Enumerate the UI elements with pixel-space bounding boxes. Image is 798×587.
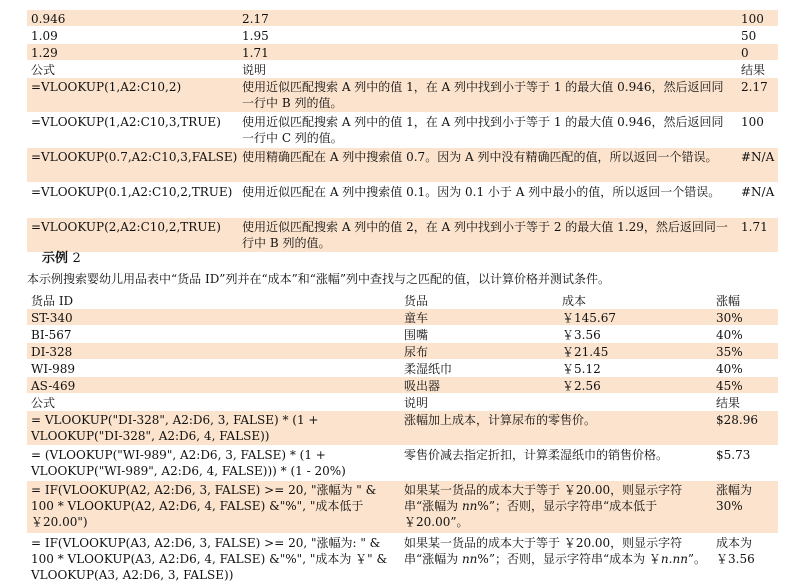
- table-cell: 1.09: [31, 29, 58, 43]
- table-row: [27, 326, 778, 343]
- result-cell: 2.17: [741, 80, 768, 94]
- formula-cell: = VLOOKUP("DI-328", A2:D6, 3, FALSE) * (1 + VLOOKUP("DI-328", A2:D6, 4, FALSE)): [31, 413, 319, 443]
- description-cell: [400, 481, 712, 533]
- table-cell: ￥5.12: [562, 362, 601, 376]
- table-cell: ￥2.56: [562, 379, 601, 393]
- formula-cell: =VLOOKUP(0.7,A2:C10,3,FALSE): [31, 150, 238, 164]
- table-cell: 1.95: [242, 29, 269, 43]
- table-cell: 1.71: [242, 46, 269, 60]
- column-header: 说明: [242, 63, 267, 77]
- result-cell: $5.73: [716, 448, 751, 462]
- table-row: [27, 44, 778, 61]
- formula-cell: = IF(VLOOKUP(A3, A2:D6, 3, FALSE) >= 20, "涨幅为: " & 100 * VLOOKUP(A3, A2:D6, 4, FALSE) &"%", "成本为 ￥" & VLOOKUP(A3, A2:D6, 3, FALSE)): [31, 536, 388, 582]
- example-heading: [42, 247, 81, 266]
- formula-cell: =VLOOKUP(2,A2:C10,2,TRUE): [31, 220, 221, 234]
- description-text: %”；否则，显示字符串“成本为 ￥: [477, 552, 661, 566]
- table-row: [27, 113, 778, 148]
- description-cell: [400, 534, 712, 586]
- table-cell: ST-340: [31, 311, 73, 325]
- table-cell: BI-567: [31, 328, 72, 342]
- table-cell: ￥21.45: [562, 345, 609, 359]
- table-cell: 40%: [716, 362, 743, 376]
- table-cell: WI-989: [31, 362, 76, 376]
- column-header: 结果: [741, 63, 766, 77]
- example-description: 本示例搜索婴幼儿用品表中“货品 ID”列并在“成本”和“涨幅”列中查找与之匹配的值，以计算价格并测试条件。: [27, 272, 610, 286]
- table-row: [27, 148, 778, 183]
- column-header: 公式: [31, 396, 56, 410]
- example-heading-number: 2: [72, 251, 81, 266]
- formula-cell: =VLOOKUP(1,A2:C10,3,TRUE): [31, 115, 221, 129]
- description-text: ”。: [687, 552, 707, 566]
- description-text: 如果某一货品的成本大于等于 ￥20.00，则显示字符串“涨幅为: [404, 536, 683, 566]
- table-row: [27, 411, 778, 446]
- description-cell: 零售价减去指定折扣，计算柔湿纸巾的销售价格。: [404, 448, 669, 462]
- table-cell: ￥145.67: [562, 311, 616, 325]
- table-row: [27, 27, 778, 44]
- table-cell: 0.946: [31, 12, 66, 26]
- result-cell: 1.71: [741, 220, 768, 234]
- table-row: [27, 446, 778, 481]
- table-cell: 30%: [716, 311, 743, 325]
- table-cell: 100: [741, 12, 764, 26]
- formula-cell: = (VLOOKUP("WI-989", A2:D6, 3, FALSE) * (1 + VLOOKUP("WI-989", A2:D6, 4, FALSE))) * (1 - 20%): [31, 448, 346, 478]
- description-cell: 使用近似匹配在 A 列中搜索值 0.1。因为 0.1 小于 A 列中最小的值，所以返回一个错误。: [242, 185, 721, 199]
- table-header-row: [27, 61, 778, 78]
- table-cell: ￥3.56: [562, 328, 601, 342]
- table-header-row: [27, 394, 778, 411]
- result-cell: 成本为 ￥3.56: [716, 536, 755, 566]
- column-header: 结果: [716, 396, 741, 410]
- formula-cell: = IF(VLOOKUP(A2, A2:D6, 3, FALSE) >= 20, "涨幅为 " & 100 * VLOOKUP(A2, A2:D6, 4, FALSE) &"%", "成本低于 ￥20.00"): [31, 483, 377, 529]
- table-header-row: [27, 292, 778, 309]
- table-cell: DI-328: [31, 345, 73, 359]
- vlookup-table-1: [27, 10, 778, 253]
- table-cell: 35%: [716, 345, 743, 359]
- table-row: [27, 377, 778, 394]
- description-placeholder: nn: [461, 499, 478, 513]
- description-cell: 使用近似匹配搜索 A 列中的值 1，在 A 列中找到小于等于 1 的最大值 0.946，然后返回同一行中 C 列的值。: [242, 115, 724, 145]
- table-row: [27, 10, 778, 27]
- table-cell: 45%: [716, 379, 743, 393]
- table-cell: 50: [741, 29, 757, 43]
- formula-cell: =VLOOKUP(0.1,A2:C10,2,TRUE): [31, 185, 233, 199]
- table-row: [27, 78, 778, 113]
- result-cell: 涨幅为 30%: [716, 483, 753, 513]
- table-row: [27, 183, 778, 218]
- table-row: [27, 481, 778, 534]
- description-placeholder: n.nn: [660, 552, 688, 566]
- result-cell: $28.96: [716, 413, 758, 427]
- column-header: 公式: [31, 63, 56, 77]
- result-cell: #N/A: [741, 150, 775, 164]
- description-text: 如果某一货品的成本大于等于 ￥20.00，则显示字符串“涨幅为: [404, 483, 683, 513]
- table-cell: 2.17: [242, 12, 269, 26]
- example-heading-label: 示例: [42, 251, 69, 266]
- table-cell: AS-469: [31, 379, 76, 393]
- column-header-markup: 涨幅: [716, 294, 741, 308]
- table-row: [27, 534, 778, 587]
- table-row: [27, 343, 778, 360]
- description-cell: 使用近似匹配搜索 A 列中的值 1，在 A 列中找到小于等于 1 的最大值 0.946，然后返回同一行中 B 列的值。: [242, 80, 724, 110]
- table-row: [27, 218, 778, 253]
- table-cell: 尿布: [404, 345, 429, 359]
- table-row: [27, 309, 778, 326]
- result-cell: 100: [741, 115, 764, 129]
- table-cell: 1.29: [31, 46, 58, 60]
- description-cell: 使用精确匹配在 A 列中搜索值 0.7。因为 A 列中没有精确匹配的值，所以返回一个错误。: [242, 150, 718, 164]
- table-cell: 童车: [404, 311, 429, 325]
- description-placeholder: nn: [461, 552, 478, 566]
- table-row: [27, 360, 778, 377]
- formula-cell: =VLOOKUP(1,A2:C10,2): [31, 80, 182, 94]
- column-header-item: 货品: [404, 294, 429, 308]
- table-cell: 吸出器: [404, 379, 441, 393]
- column-header-cost: 成本: [562, 294, 587, 308]
- baby-products-table: [27, 292, 778, 587]
- result-cell: #N/A: [741, 185, 775, 199]
- column-header: 说明: [404, 396, 429, 410]
- table-cell: 40%: [716, 328, 743, 342]
- description-cell: 涨幅加上成本，计算尿布的零售价。: [404, 413, 597, 427]
- table-cell: 0: [741, 46, 749, 60]
- table-cell: 围嘴: [404, 328, 429, 342]
- description-text: %”；否则，显示字符串“成本低于 ￥20.00”。: [404, 499, 658, 529]
- description-cell: 使用近似匹配搜索 A 列中的值 2，在 A 列中找到小于等于 2 的最大值 1.29，然后返回同一行中 B 列的值。: [242, 220, 728, 250]
- table-cell: 柔湿纸巾: [404, 362, 453, 376]
- column-header-id: 货品 ID: [31, 294, 74, 308]
